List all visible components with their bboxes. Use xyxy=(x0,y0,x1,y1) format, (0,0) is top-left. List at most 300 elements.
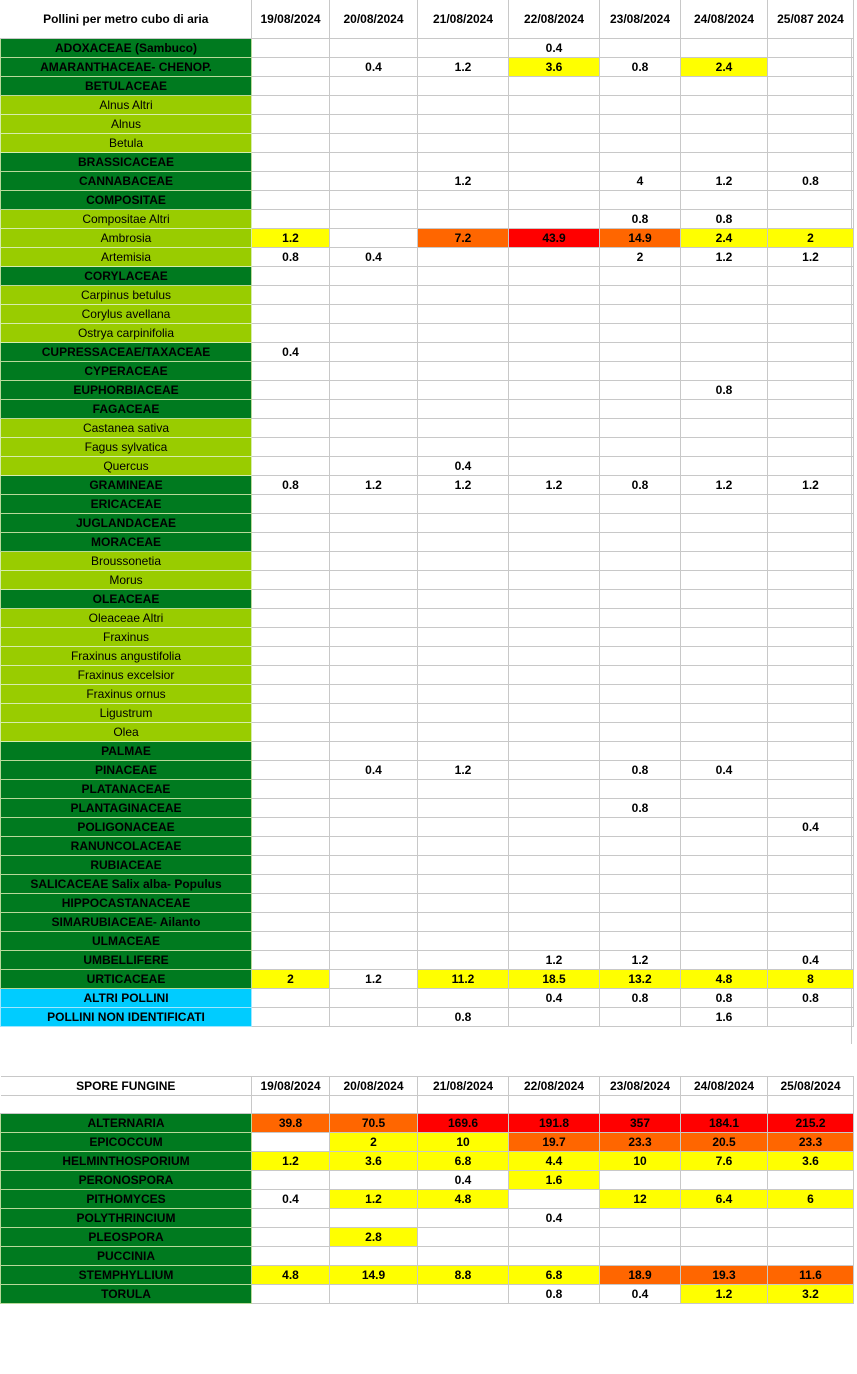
date-header: 23/08/2024 xyxy=(600,0,681,39)
count-cell xyxy=(509,419,600,438)
spore-table-title: SPORE FUNGINE xyxy=(1,1077,252,1096)
count-cell: 11.6 xyxy=(768,1266,854,1285)
count-cell xyxy=(252,324,330,343)
pollen-row xyxy=(1,495,854,514)
count-cell xyxy=(252,533,330,552)
count-cell xyxy=(509,837,600,856)
count-cell xyxy=(768,761,854,780)
count-cell xyxy=(418,666,509,685)
count-cell: 215.2 xyxy=(768,1114,854,1133)
count-cell xyxy=(768,780,854,799)
count-cell: 0.4 xyxy=(330,761,418,780)
count-cell xyxy=(600,609,681,628)
taxon-name: POLLINI NON IDENTIFICATI xyxy=(1,1008,252,1027)
count-cell xyxy=(252,723,330,742)
pollen-row xyxy=(1,39,854,58)
count-cell xyxy=(252,1008,330,1027)
count-cell xyxy=(768,1247,854,1266)
count-cell: 13.2 xyxy=(600,970,681,989)
count-cell xyxy=(509,571,600,590)
pollen-row xyxy=(1,286,854,305)
count-cell xyxy=(252,647,330,666)
count-cell xyxy=(600,875,681,894)
pollen-row xyxy=(1,343,854,362)
pollen-row xyxy=(1,115,854,134)
count-cell xyxy=(600,1228,681,1247)
count-cell: 1.2 xyxy=(681,248,768,267)
count-cell xyxy=(768,457,854,476)
taxon-name: Morus xyxy=(1,571,252,590)
count-cell: 169.6 xyxy=(418,1114,509,1133)
count-cell xyxy=(418,134,509,153)
count-cell xyxy=(768,438,854,457)
count-cell xyxy=(252,457,330,476)
spore-table xyxy=(0,1076,854,1304)
spore-row xyxy=(1,1133,854,1152)
taxon-name: Broussonetia xyxy=(1,552,252,571)
count-cell: 2.8 xyxy=(330,1228,418,1247)
count-cell xyxy=(600,457,681,476)
count-cell xyxy=(252,742,330,761)
count-cell xyxy=(681,77,768,96)
count-cell xyxy=(600,571,681,590)
count-cell xyxy=(768,685,854,704)
count-cell xyxy=(768,267,854,286)
spore-row xyxy=(1,1152,854,1171)
taxon-name: CYPERACEAE xyxy=(1,362,252,381)
count-cell xyxy=(418,286,509,305)
count-cell xyxy=(509,590,600,609)
taxon-name: Quercus xyxy=(1,457,252,476)
pollen-row xyxy=(1,571,854,590)
date-header: 25/08/2024 xyxy=(768,1077,854,1096)
count-cell xyxy=(418,210,509,229)
pollen-row xyxy=(1,362,854,381)
count-cell xyxy=(330,552,418,571)
count-cell xyxy=(600,780,681,799)
count-cell xyxy=(768,115,854,134)
count-cell xyxy=(330,229,418,248)
count-cell xyxy=(418,438,509,457)
count-cell: 1.2 xyxy=(418,58,509,77)
count-cell: 0.8 xyxy=(681,210,768,229)
count-cell xyxy=(330,856,418,875)
count-cell: 8 xyxy=(768,970,854,989)
count-cell xyxy=(330,39,418,58)
count-cell: 2.4 xyxy=(681,58,768,77)
count-cell xyxy=(681,723,768,742)
count-cell xyxy=(418,951,509,970)
count-cell xyxy=(681,951,768,970)
count-cell: 0.4 xyxy=(252,1190,330,1209)
date-header: 19/08/2024 xyxy=(252,0,330,39)
taxon-name: RUBIACEAE xyxy=(1,856,252,875)
count-cell xyxy=(418,1209,509,1228)
count-cell xyxy=(600,647,681,666)
taxon-name: Artemisia xyxy=(1,248,252,267)
pollen-row xyxy=(1,533,854,552)
count-cell xyxy=(418,989,509,1008)
count-cell xyxy=(330,210,418,229)
count-cell xyxy=(330,324,418,343)
count-cell xyxy=(330,381,418,400)
count-cell: 6 xyxy=(768,1190,854,1209)
count-cell xyxy=(681,1247,768,1266)
taxon-name: Carpinus betulus xyxy=(1,286,252,305)
count-cell xyxy=(418,305,509,324)
count-cell xyxy=(252,761,330,780)
count-cell xyxy=(418,400,509,419)
count-cell: 2.4 xyxy=(681,229,768,248)
count-cell xyxy=(418,533,509,552)
date-header: 25/087 2024 xyxy=(768,0,854,39)
count-cell: 1.2 xyxy=(600,951,681,970)
count-cell: 3.6 xyxy=(768,1152,854,1171)
count-cell xyxy=(252,267,330,286)
taxon-name: Fraxinus ornus xyxy=(1,685,252,704)
count-cell xyxy=(330,590,418,609)
count-cell xyxy=(252,628,330,647)
count-cell: 0.8 xyxy=(252,476,330,495)
pollen-row xyxy=(1,419,854,438)
pollen-row xyxy=(1,780,854,799)
pollen-row xyxy=(1,913,854,932)
count-cell xyxy=(681,324,768,343)
pollen-row xyxy=(1,172,854,191)
count-cell xyxy=(418,875,509,894)
count-cell xyxy=(600,913,681,932)
spore-header-row xyxy=(1,1077,854,1096)
date-header: 19/08/2024 xyxy=(252,1077,330,1096)
count-cell xyxy=(768,723,854,742)
count-cell xyxy=(330,666,418,685)
count-cell xyxy=(600,362,681,381)
count-cell: 0.8 xyxy=(600,989,681,1008)
date-header: 22/08/2024 xyxy=(509,1077,600,1096)
count-cell xyxy=(600,96,681,115)
count-cell xyxy=(768,1008,854,1027)
count-cell xyxy=(252,1228,330,1247)
count-cell xyxy=(252,115,330,134)
count-cell xyxy=(600,134,681,153)
count-cell xyxy=(252,704,330,723)
count-cell xyxy=(509,628,600,647)
count-cell xyxy=(509,191,600,210)
count-cell xyxy=(330,742,418,761)
count-cell xyxy=(252,799,330,818)
count-cell xyxy=(252,153,330,172)
spore-row xyxy=(1,1171,854,1190)
count-cell: 1.2 xyxy=(681,172,768,191)
spore-spacer-row xyxy=(1,1096,854,1114)
count-cell xyxy=(681,343,768,362)
count-cell xyxy=(330,571,418,590)
count-cell xyxy=(600,153,681,172)
taxon-name: ALTRI POLLINI xyxy=(1,989,252,1008)
count-cell xyxy=(418,932,509,951)
count-cell xyxy=(681,419,768,438)
taxon-name: Ostrya carpinifolia xyxy=(1,324,252,343)
taxon-name: CUPRESSACEAE/TAXACEAE xyxy=(1,343,252,362)
count-cell xyxy=(509,514,600,533)
taxon-name: EUPHORBIACEAE xyxy=(1,381,252,400)
count-cell: 0.8 xyxy=(252,248,330,267)
count-cell xyxy=(509,685,600,704)
count-cell xyxy=(600,723,681,742)
taxon-name: STEMPHYLLIUM xyxy=(1,1266,252,1285)
count-cell xyxy=(509,723,600,742)
count-cell xyxy=(768,77,854,96)
count-cell: 1.2 xyxy=(418,761,509,780)
count-cell xyxy=(418,647,509,666)
date-header: 24/08/2024 xyxy=(681,0,768,39)
pollen-row xyxy=(1,894,854,913)
count-cell: 2 xyxy=(252,970,330,989)
count-cell xyxy=(418,590,509,609)
pollen-table-body xyxy=(1,39,854,1027)
count-cell xyxy=(252,856,330,875)
taxon-name: Alnus xyxy=(1,115,252,134)
count-cell: 12 xyxy=(600,1190,681,1209)
count-cell xyxy=(509,77,600,96)
count-cell xyxy=(418,514,509,533)
pollen-row xyxy=(1,609,854,628)
count-cell: 2 xyxy=(600,248,681,267)
count-cell xyxy=(330,438,418,457)
count-cell xyxy=(600,400,681,419)
taxon-name: SALICACEAE Salix alba- Populus xyxy=(1,875,252,894)
taxon-name: ADOXACEAE (Sambuco) xyxy=(1,39,252,58)
count-cell xyxy=(681,780,768,799)
count-cell xyxy=(509,457,600,476)
count-cell xyxy=(600,685,681,704)
count-cell xyxy=(681,533,768,552)
count-cell xyxy=(509,1247,600,1266)
count-cell xyxy=(768,1228,854,1247)
count-cell xyxy=(330,362,418,381)
count-cell xyxy=(600,1209,681,1228)
taxon-name: BRASSICACEAE xyxy=(1,153,252,172)
count-cell xyxy=(681,191,768,210)
taxon-name: CORYLACEAE xyxy=(1,267,252,286)
count-cell xyxy=(600,1171,681,1190)
taxon-name: Corylus avellana xyxy=(1,305,252,324)
count-cell: 1.2 xyxy=(418,476,509,495)
count-cell xyxy=(509,913,600,932)
count-cell xyxy=(768,799,854,818)
count-cell xyxy=(330,780,418,799)
count-cell xyxy=(252,438,330,457)
count-cell xyxy=(418,381,509,400)
count-cell xyxy=(600,514,681,533)
count-cell xyxy=(509,172,600,191)
count-cell xyxy=(768,362,854,381)
count-cell: 19.7 xyxy=(509,1133,600,1152)
count-cell xyxy=(600,438,681,457)
taxon-name: FAGACEAE xyxy=(1,400,252,419)
count-cell xyxy=(509,267,600,286)
count-cell xyxy=(768,609,854,628)
pollen-row xyxy=(1,875,854,894)
count-cell xyxy=(418,837,509,856)
count-cell: 0.4 xyxy=(768,818,854,837)
pollen-row xyxy=(1,191,854,210)
count-cell xyxy=(418,153,509,172)
count-cell xyxy=(252,96,330,115)
count-cell xyxy=(252,1133,330,1152)
date-header: 21/08/2024 xyxy=(418,1077,509,1096)
pollen-row xyxy=(1,666,854,685)
count-cell xyxy=(252,134,330,153)
count-cell: 14.9 xyxy=(600,229,681,248)
pollen-row xyxy=(1,647,854,666)
count-cell xyxy=(509,894,600,913)
count-cell xyxy=(681,1209,768,1228)
count-cell: 1.2 xyxy=(330,970,418,989)
count-cell xyxy=(681,875,768,894)
count-cell xyxy=(418,495,509,514)
count-cell xyxy=(768,58,854,77)
pollen-row xyxy=(1,229,854,248)
count-cell: 4.8 xyxy=(252,1266,330,1285)
count-cell xyxy=(418,723,509,742)
count-cell xyxy=(330,951,418,970)
count-cell xyxy=(768,39,854,58)
count-cell xyxy=(768,932,854,951)
count-cell xyxy=(768,210,854,229)
count-cell xyxy=(330,286,418,305)
count-cell xyxy=(681,267,768,286)
count-cell xyxy=(600,533,681,552)
count-cell xyxy=(600,552,681,571)
count-cell xyxy=(509,210,600,229)
count-cell xyxy=(768,628,854,647)
count-cell xyxy=(681,913,768,932)
taxon-name: Compositae Altri xyxy=(1,210,252,229)
count-cell: 4 xyxy=(600,172,681,191)
taxon-name: SIMARUBIACEAE- Ailanto xyxy=(1,913,252,932)
count-cell xyxy=(330,609,418,628)
count-cell xyxy=(768,343,854,362)
count-cell xyxy=(252,666,330,685)
count-cell xyxy=(600,495,681,514)
count-cell xyxy=(330,267,418,286)
count-cell: 19.3 xyxy=(681,1266,768,1285)
count-cell xyxy=(509,362,600,381)
count-cell: 0.8 xyxy=(681,381,768,400)
count-cell xyxy=(418,191,509,210)
count-cell xyxy=(252,1209,330,1228)
count-cell xyxy=(330,647,418,666)
taxon-name: MORACEAE xyxy=(1,533,252,552)
count-cell xyxy=(681,590,768,609)
count-cell: 6.8 xyxy=(509,1266,600,1285)
count-cell xyxy=(330,1008,418,1027)
count-cell xyxy=(600,1247,681,1266)
count-cell xyxy=(681,438,768,457)
count-cell xyxy=(681,96,768,115)
count-cell: 1.2 xyxy=(330,1190,418,1209)
taxon-name: UMBELLIFERE xyxy=(1,951,252,970)
count-cell xyxy=(768,856,854,875)
count-cell xyxy=(509,1190,600,1209)
count-cell xyxy=(252,305,330,324)
date-header: 22/08/2024 xyxy=(509,0,600,39)
count-cell: 0.4 xyxy=(681,761,768,780)
count-cell: 0.4 xyxy=(600,1285,681,1304)
count-cell xyxy=(418,343,509,362)
count-cell: 0.8 xyxy=(681,989,768,1008)
count-cell: 0.4 xyxy=(509,989,600,1008)
spore-row xyxy=(1,1247,854,1266)
count-cell xyxy=(252,1285,330,1304)
count-cell xyxy=(330,913,418,932)
pollen-row xyxy=(1,932,854,951)
count-cell xyxy=(330,77,418,96)
count-cell: 0.8 xyxy=(768,989,854,1008)
count-cell: 0.8 xyxy=(600,210,681,229)
count-cell xyxy=(509,153,600,172)
count-cell xyxy=(681,1228,768,1247)
count-cell xyxy=(252,495,330,514)
count-cell xyxy=(681,134,768,153)
spore-row xyxy=(1,1266,854,1285)
date-header: 24/08/2024 xyxy=(681,1077,768,1096)
count-cell xyxy=(252,381,330,400)
date-header: 20/08/2024 xyxy=(330,0,418,39)
count-cell xyxy=(330,533,418,552)
count-cell xyxy=(600,419,681,438)
count-cell xyxy=(600,932,681,951)
count-cell: 23.3 xyxy=(600,1133,681,1152)
count-cell xyxy=(509,381,600,400)
count-cell xyxy=(330,989,418,1008)
taxon-name: PLANTAGINACEAE xyxy=(1,799,252,818)
count-cell xyxy=(330,134,418,153)
count-cell xyxy=(418,685,509,704)
count-cell: 43.9 xyxy=(509,229,600,248)
count-cell xyxy=(252,818,330,837)
pollen-row xyxy=(1,381,854,400)
count-cell xyxy=(509,799,600,818)
count-cell xyxy=(768,1209,854,1228)
date-header: 23/08/2024 xyxy=(600,1077,681,1096)
taxon-name: ULMACEAE xyxy=(1,932,252,951)
count-cell xyxy=(600,115,681,134)
count-cell xyxy=(252,286,330,305)
count-cell xyxy=(330,818,418,837)
count-cell xyxy=(768,704,854,723)
count-cell xyxy=(600,305,681,324)
pollen-row xyxy=(1,210,854,229)
count-cell: 11.2 xyxy=(418,970,509,989)
pollen-row xyxy=(1,951,854,970)
count-cell: 3.6 xyxy=(509,58,600,77)
count-cell xyxy=(418,267,509,286)
count-cell xyxy=(252,951,330,970)
taxon-name: Oleaceae Altri xyxy=(1,609,252,628)
count-cell xyxy=(418,571,509,590)
count-cell: 1.2 xyxy=(768,248,854,267)
count-cell: 4.8 xyxy=(681,970,768,989)
count-cell: 2 xyxy=(330,1133,418,1152)
pollen-row xyxy=(1,153,854,172)
count-cell xyxy=(330,305,418,324)
taxon-name: Fraxinus angustifolia xyxy=(1,647,252,666)
taxon-name: BETULACEAE xyxy=(1,77,252,96)
count-cell xyxy=(330,191,418,210)
taxon-name: ERICACEAE xyxy=(1,495,252,514)
